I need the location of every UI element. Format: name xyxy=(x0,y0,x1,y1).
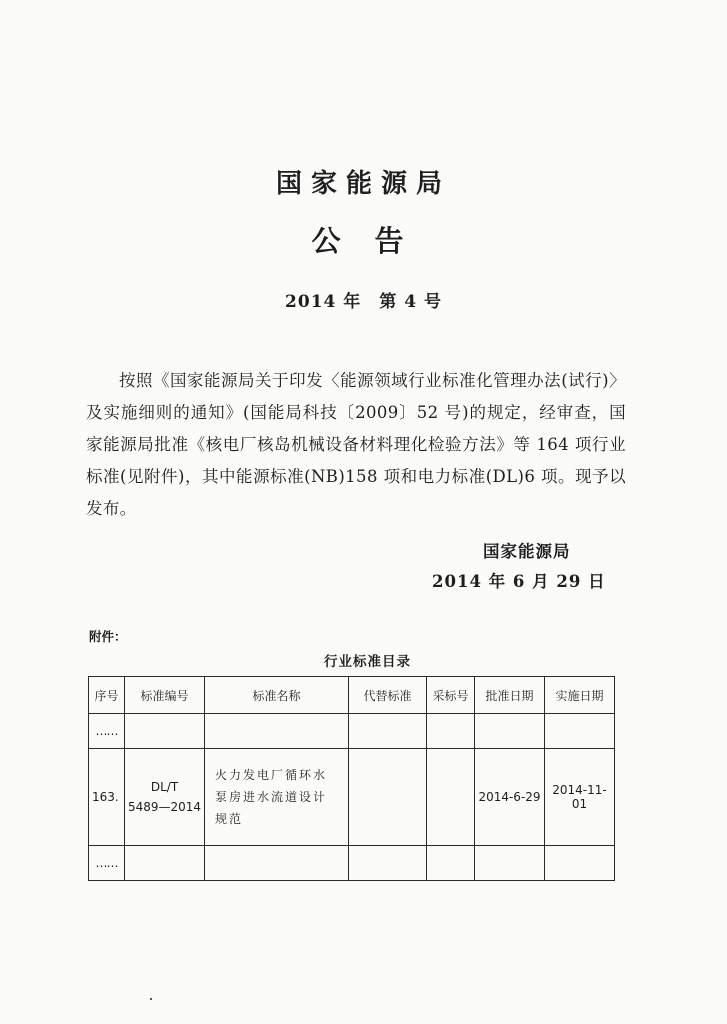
ellipsis-cell: …… xyxy=(89,714,125,749)
row-replaces xyxy=(349,749,427,846)
empty-cell xyxy=(205,714,349,749)
code-line-1: DL/T xyxy=(150,780,179,794)
code-line-2: 5489—2014 xyxy=(127,800,202,814)
table-title: 行业标准目录 xyxy=(324,654,411,670)
row-approval-date: 2014-6-29 xyxy=(475,749,545,846)
col-header-effective-date: 实施日期 xyxy=(545,677,615,714)
row-effective-date: 2014-11-01 xyxy=(545,749,615,846)
ellipsis-cell: …… xyxy=(89,846,125,881)
empty-cell xyxy=(545,846,615,881)
table-row xyxy=(89,749,615,846)
signature-agency: 国家能源局 xyxy=(483,542,571,561)
table-row xyxy=(89,714,615,749)
agency-title: 国家能源局 xyxy=(275,169,451,199)
signature-date: 2014 年 6 月 29 日 xyxy=(432,572,606,591)
col-header-replaces: 代替标准 xyxy=(349,677,427,714)
empty-cell xyxy=(545,714,615,749)
empty-cell xyxy=(125,846,205,881)
announcement-paragraph: 按照《国家能源局关于印发〈能源领域行业标准化管理办法(试行)〉及实施细则的通知》(国能局科技〔2009〕52 号)的规定，经审查，国家能源局批准《核电厂核岛机械设备材料理化检验方法》等 164 项行业标准(见附件)，其中能源标准(NB)158 项和电力标准(DL)6 项。现予以发布。 xyxy=(86,371,626,518)
empty-cell xyxy=(125,714,205,749)
col-header-adopted: 采标号 xyxy=(427,677,475,714)
empty-cell xyxy=(475,714,545,749)
scan-speck xyxy=(150,998,152,1000)
col-header-approval-date: 批准日期 xyxy=(475,677,545,714)
col-header-seq: 序号 xyxy=(89,677,125,714)
empty-cell xyxy=(427,846,475,881)
row-adopted xyxy=(427,749,475,846)
notice-title: 公告 xyxy=(311,224,438,258)
empty-cell xyxy=(475,846,545,881)
row-seq: 163. xyxy=(89,749,125,846)
issue-number: 2014 年 第 4 号 xyxy=(285,292,442,312)
table-row xyxy=(89,846,615,881)
row-standard-name: 火力发电厂循环水泵房进水流道设计规范 xyxy=(205,749,349,846)
table-header-row xyxy=(89,677,615,714)
empty-cell xyxy=(349,714,427,749)
attachment-label: 附件： xyxy=(89,629,127,644)
empty-cell xyxy=(205,846,349,881)
standards-table xyxy=(88,676,615,881)
col-header-name: 标准名称 xyxy=(205,677,349,714)
empty-cell xyxy=(349,846,427,881)
row-standard-code xyxy=(125,749,205,846)
col-header-code: 标准编号 xyxy=(125,677,205,714)
empty-cell xyxy=(427,714,475,749)
